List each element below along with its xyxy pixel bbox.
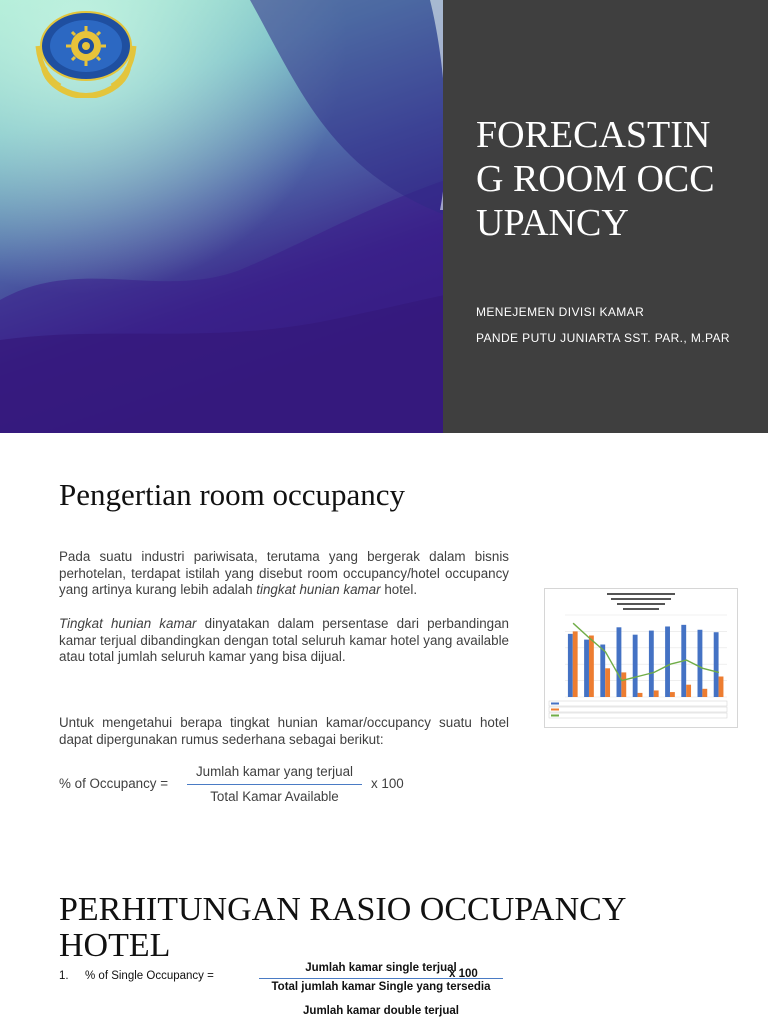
chart-bar <box>605 668 610 697</box>
institution-emblem-icon <box>30 6 142 98</box>
chart-legend-swatch <box>551 715 559 717</box>
formula-denominator: Total Kamar Available <box>210 789 339 804</box>
formula-label: % of Single Occupancy = <box>85 970 214 982</box>
chart-bar <box>633 635 638 697</box>
slide-title: FORECASTING ROOM OCCUPANCY <box>476 114 715 244</box>
formula-numerator: Jumlah kamar single terjual <box>305 962 457 974</box>
list-number: 1. <box>59 970 69 982</box>
chart-bar <box>621 672 626 697</box>
chart-bar <box>617 627 622 697</box>
chart-bars <box>568 625 724 697</box>
definition-paragraph <box>59 549 509 599</box>
chart-bar <box>573 631 578 697</box>
formula-intro-paragraph: Untuk mengetahui berapa tingkat hunian kamar/occupancy suatu hotel dapat dipergunakan rumus sederhana sebagai berikut: <box>59 715 509 747</box>
chart-bar <box>568 634 573 697</box>
chart-bar <box>649 631 654 697</box>
formula-numerator: Jumlah kamar yang terjual <box>195 764 354 779</box>
chart-bar <box>719 677 724 698</box>
chart-title-lines <box>607 593 675 610</box>
chart-bar <box>714 632 719 697</box>
chart-bar <box>698 630 703 697</box>
formula-label: % of Occupancy = <box>59 776 169 791</box>
paragraph-text: dinyatakan dalam persentase dari perbandingan kamar terjual dibandingkan dengan total seluruh kamar hotel yang available atau total jumlah seluruh kamar yang bisa dijual. <box>59 616 509 664</box>
chart-table-row <box>549 713 727 718</box>
chart-bar <box>702 689 707 697</box>
ratio-slide <box>0 848 768 1024</box>
double-occupancy-formula <box>59 1005 539 1024</box>
chart-table-row <box>549 701 727 706</box>
chart-bar <box>670 692 675 697</box>
formula-multiplier: x 100 <box>371 776 404 791</box>
italic-term: Tingkat hunian kamar <box>59 616 197 631</box>
occupancy-chart-thumbnail <box>544 588 738 728</box>
paragraph-text: Pada suatu industri pariwisata, terutama yang bergerak dalam bisnis perhotelan, terdapat istilah yang disebut room occupancy/hotel occupancy yang artinya kurang lebih adalah <box>59 549 509 597</box>
italic-term: tingkat hunian kamar <box>256 582 381 597</box>
chart-legend-swatch <box>551 709 559 711</box>
definition-slide <box>0 433 768 848</box>
slide-author: PANDE PUTU JUNIARTA SST. PAR., M.PAR <box>476 331 730 345</box>
chart-bar <box>600 645 605 697</box>
chart-data-table <box>549 701 727 718</box>
formula-multiplier: x 100 <box>449 968 478 980</box>
chart-table-row <box>549 707 727 712</box>
slide-subtitle: MENEJEMEN DIVISI KAMAR <box>476 305 645 319</box>
chart-series-line <box>573 623 719 680</box>
slide-heading: PERHITUNGAN RASIO OCCUPANCY HOTEL <box>59 891 626 964</box>
chart-bar <box>665 626 670 697</box>
formula-denominator: Total jumlah kamar Single yang tersedia <box>271 981 491 993</box>
fraction-bar <box>187 784 362 785</box>
chart-bar <box>638 693 643 697</box>
chart-bar <box>654 690 659 697</box>
chart-bar <box>584 640 589 697</box>
chart-legend-swatch <box>551 703 559 705</box>
explanation-paragraph <box>59 616 509 666</box>
single-occupancy-formula <box>59 962 539 1010</box>
chart-bar <box>686 685 691 697</box>
occupancy-formula <box>59 764 459 808</box>
chart-bar <box>589 636 594 698</box>
formula-numerator: Jumlah kamar double terjual <box>303 1005 459 1017</box>
paragraph-tail: hotel. <box>380 582 418 597</box>
title-slide <box>0 0 768 433</box>
slide-heading: Pengertian room occupancy <box>59 477 406 512</box>
